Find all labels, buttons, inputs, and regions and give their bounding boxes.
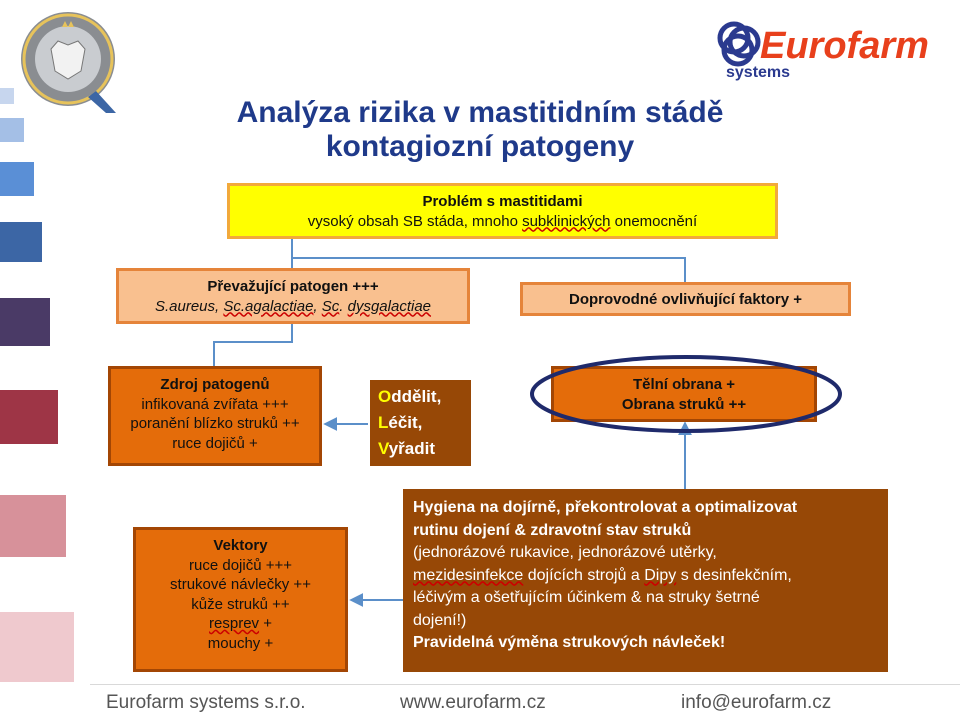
logo-sub: systems <box>726 64 791 81</box>
hygiene-box <box>403 489 888 672</box>
species-3a: Sc <box>321 297 340 315</box>
hygiene-note-2 <box>413 565 888 588</box>
highlight-oval <box>528 353 844 435</box>
hygiene-note-2-u2: Dipy <box>644 566 677 584</box>
vectors-heading: Vektory <box>213 537 268 554</box>
problem-text-underlined: subklinických <box>522 212 611 230</box>
pathogen-source-box <box>108 366 322 466</box>
source-line-2: poranění blízko struků ++ <box>130 415 300 432</box>
species-sep: , <box>313 297 322 315</box>
hygiene-bold-1: Hygiena na dojírně, překontrolovat a optimalizovat <box>413 499 798 516</box>
hygiene-note-2-a: dojících strojů a <box>523 566 645 584</box>
problem-text-b: onemocnění <box>610 212 698 230</box>
action-treat-initial: L <box>378 413 389 432</box>
footer-email[interactable]: info@eurofarm.cz <box>681 692 832 713</box>
action-cull <box>378 436 471 462</box>
pathogen-heading: Převažující patogen +++ <box>207 278 379 295</box>
action-separate-rest: ddělit, <box>391 387 442 406</box>
species-sep-2: . <box>339 297 348 315</box>
factors-heading: Doprovodné ovlivňující faktory + <box>569 291 802 308</box>
hygiene-bold-2: rutinu dojení & zdravotní stav struků <box>413 521 692 539</box>
problem-text-a: vysoký obsah SB stáda, mnoho <box>307 212 523 230</box>
action-treat-rest: éčit, <box>388 413 423 432</box>
vectors-line-3: kůže struků ++ <box>191 595 290 613</box>
vectors-box <box>133 527 348 672</box>
pathogen-species <box>119 297 467 317</box>
footer-company: Eurofarm systems s.r.o. <box>106 692 306 713</box>
immunity-line-1: Tělní obrana + <box>632 376 736 393</box>
vectors-line-4-b: + <box>259 615 272 632</box>
action-cull-rest: yřadit <box>388 439 436 458</box>
source-line-1: infikovaná zvířata +++ <box>141 395 289 413</box>
species-3b: dysgalactiae <box>347 297 432 315</box>
problem-text <box>230 212 775 232</box>
action-box <box>370 380 471 466</box>
title-line-2: kontagiozní patogeny <box>325 130 635 163</box>
action-cull-initial: V <box>378 439 389 458</box>
source-heading: Zdroj patogenů <box>160 376 270 393</box>
title-line-1: Analýza rizika v mastitidním stádě <box>236 96 724 129</box>
immunity-line-2: Obrana struků ++ <box>621 395 747 413</box>
action-separate <box>378 384 471 410</box>
hygiene-note-4: dojení!) <box>413 611 467 629</box>
logo-brand: Eurofarm <box>760 25 929 67</box>
action-separate-initial: O <box>378 387 392 406</box>
footer-web[interactable]: www.eurofarm.cz <box>400 692 546 713</box>
vectors-line-1: ruce dojičů +++ <box>189 556 292 574</box>
vectors-line-4 <box>136 614 345 634</box>
hygiene-note-2-b: s desinfekčním, <box>676 566 792 584</box>
hygiene-bold-3: Pravidelná výměna strukových návleček! <box>413 634 726 651</box>
factors-box <box>520 282 851 316</box>
species-2: Sc.agalactiae <box>223 297 314 315</box>
species-1: S.aureus, <box>154 297 224 315</box>
footer-divider <box>90 684 960 685</box>
vectors-line-2: strukové návlečky ++ <box>170 576 311 593</box>
vectors-line-5: mouchy + <box>207 634 274 652</box>
source-line-3: ruce dojičů + <box>172 434 258 452</box>
hygiene-note-2-u1: mezidesinfekce <box>413 566 524 584</box>
hygiene-note-3: léčivým a ošetřujícím účinkem & na struky šetrné <box>413 589 760 606</box>
problem-box <box>227 183 778 239</box>
vectors-line-4-u: resprev <box>209 615 260 632</box>
hygiene-note-1: (jednorázové rukavice, jednorázové utěrky, <box>413 544 717 561</box>
problem-heading: Problém s mastitidami <box>422 193 583 210</box>
action-treat <box>378 410 471 436</box>
pathogen-box <box>116 268 470 324</box>
